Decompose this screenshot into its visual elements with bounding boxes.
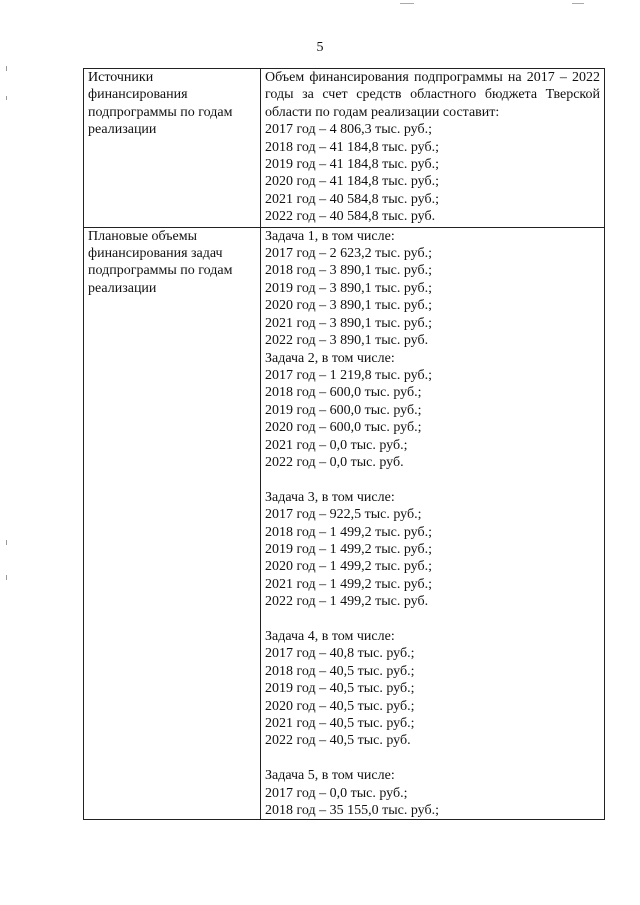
task-title: Задача 5, в том числе: <box>265 768 395 784</box>
table-row-sources <box>84 69 605 228</box>
row-label-text: Плановые объемы финансирования задач подпрограммы по годам реализации <box>88 228 233 296</box>
page-number: 5 <box>316 40 324 55</box>
year-amount-line: 2020 год – 40,5 тыс. руб.; <box>265 698 415 714</box>
row-label-sources <box>84 69 261 228</box>
scan-artifact <box>6 575 7 580</box>
year-amount-line: 2019 год – 600,0 тыс. руб.; <box>265 402 422 418</box>
year-amount-line: 2019 год – 3 890,1 тыс. руб.; <box>265 280 432 296</box>
row-value-task-volumes <box>261 227 605 820</box>
year-amount-line: 2022 год – 3 890,1 тыс. руб. <box>265 333 429 349</box>
financing-intro: Объем финансирования подпрограммы на 2017 – 2022 годы за счет средств областного бюджета Тверской области по годам реализации составит: <box>265 70 600 120</box>
year-amount-line: 2021 год – 40,5 тыс. руб.; <box>265 716 415 731</box>
year-amount-line: 2019 год – 41 184,8 тыс. руб.; <box>265 157 439 173</box>
year-amount-line: 2018 год – 3 890,1 тыс. руб.; <box>265 263 432 279</box>
year-amount-line: 2017 год – 40,8 тыс. руб.; <box>265 646 415 662</box>
year-amount-line: 2017 год – 0,0 тыс. руб.; <box>265 785 408 801</box>
year-amount-line: 2021 год – 0,0 тыс. руб.; <box>265 437 408 453</box>
scan-artifact <box>6 96 7 100</box>
year-amount-line: 2020 год – 1 499,2 тыс. руб.; <box>265 559 432 575</box>
task-title: Задача 4, в том числе: <box>265 628 395 644</box>
year-amount-line: 2018 год – 41 184,8 тыс. руб.; <box>265 139 439 155</box>
year-amount-line: 2021 год – 3 890,1 тыс. руб.; <box>265 315 432 331</box>
year-amount-line: 2022 год – 40 584,8 тыс. руб. <box>265 209 436 225</box>
task-title: Задача 1, в том числе: <box>265 228 395 244</box>
year-amount-line: 2021 год – 40 584,8 тыс. руб.; <box>265 191 439 207</box>
spacer <box>265 750 600 767</box>
year-amount-line: 2018 год – 600,0 тыс. руб.; <box>265 385 422 401</box>
year-amount-line: 2018 год – 40,5 тыс. руб.; <box>265 663 415 679</box>
year-amount-line: 2022 год – 1 499,2 тыс. руб. <box>265 594 429 610</box>
row-label-task-volumes <box>84 227 261 820</box>
year-amount-line: 2018 год – 1 499,2 тыс. руб.; <box>265 524 432 540</box>
year-amount-line: 2017 год – 1 219,8 тыс. руб.; <box>265 367 432 383</box>
year-amount-line: 2022 год – 40,5 тыс. руб. <box>265 733 411 749</box>
table-row-task-volumes <box>84 227 605 820</box>
financing-table <box>83 68 605 820</box>
year-amount-line: 2017 год – 4 806,3 тыс. руб.; <box>265 122 432 138</box>
year-amount-line: 2020 год – 41 184,8 тыс. руб.; <box>265 174 439 190</box>
row-value-sources <box>261 69 605 228</box>
scan-artifact <box>572 3 584 4</box>
year-amount-line: 2018 год – 35 155,0 тыс. руб.; <box>265 803 439 819</box>
year-amount-line: 2021 год – 1 499,2 тыс. руб.; <box>265 576 432 592</box>
year-amount-line: 2019 год – 1 499,2 тыс. руб.; <box>265 541 432 557</box>
task-title: Задача 2, в том числе: <box>265 350 395 366</box>
scan-artifact <box>6 540 7 545</box>
year-amount-line: 2022 год – 0,0 тыс. руб. <box>265 454 404 470</box>
year-amount-line: 2020 год – 600,0 тыс. руб.; <box>265 420 422 436</box>
spacer <box>265 611 600 628</box>
year-amount-line: 2019 год – 40,5 тыс. руб.; <box>265 681 415 697</box>
year-amount-line: 2017 год – 922,5 тыс. руб.; <box>265 507 422 523</box>
scan-artifact <box>400 3 414 4</box>
year-amount-line: 2017 год – 2 623,2 тыс. руб.; <box>265 246 432 262</box>
year-amount-line: 2020 год – 3 890,1 тыс. руб.; <box>265 298 432 314</box>
row-label-text: Источники финансирования подпрограммы по годам реализации <box>88 70 233 138</box>
task-title: Задача 3, в том числе: <box>265 489 395 505</box>
scan-artifact <box>6 66 7 71</box>
spacer <box>265 471 600 488</box>
